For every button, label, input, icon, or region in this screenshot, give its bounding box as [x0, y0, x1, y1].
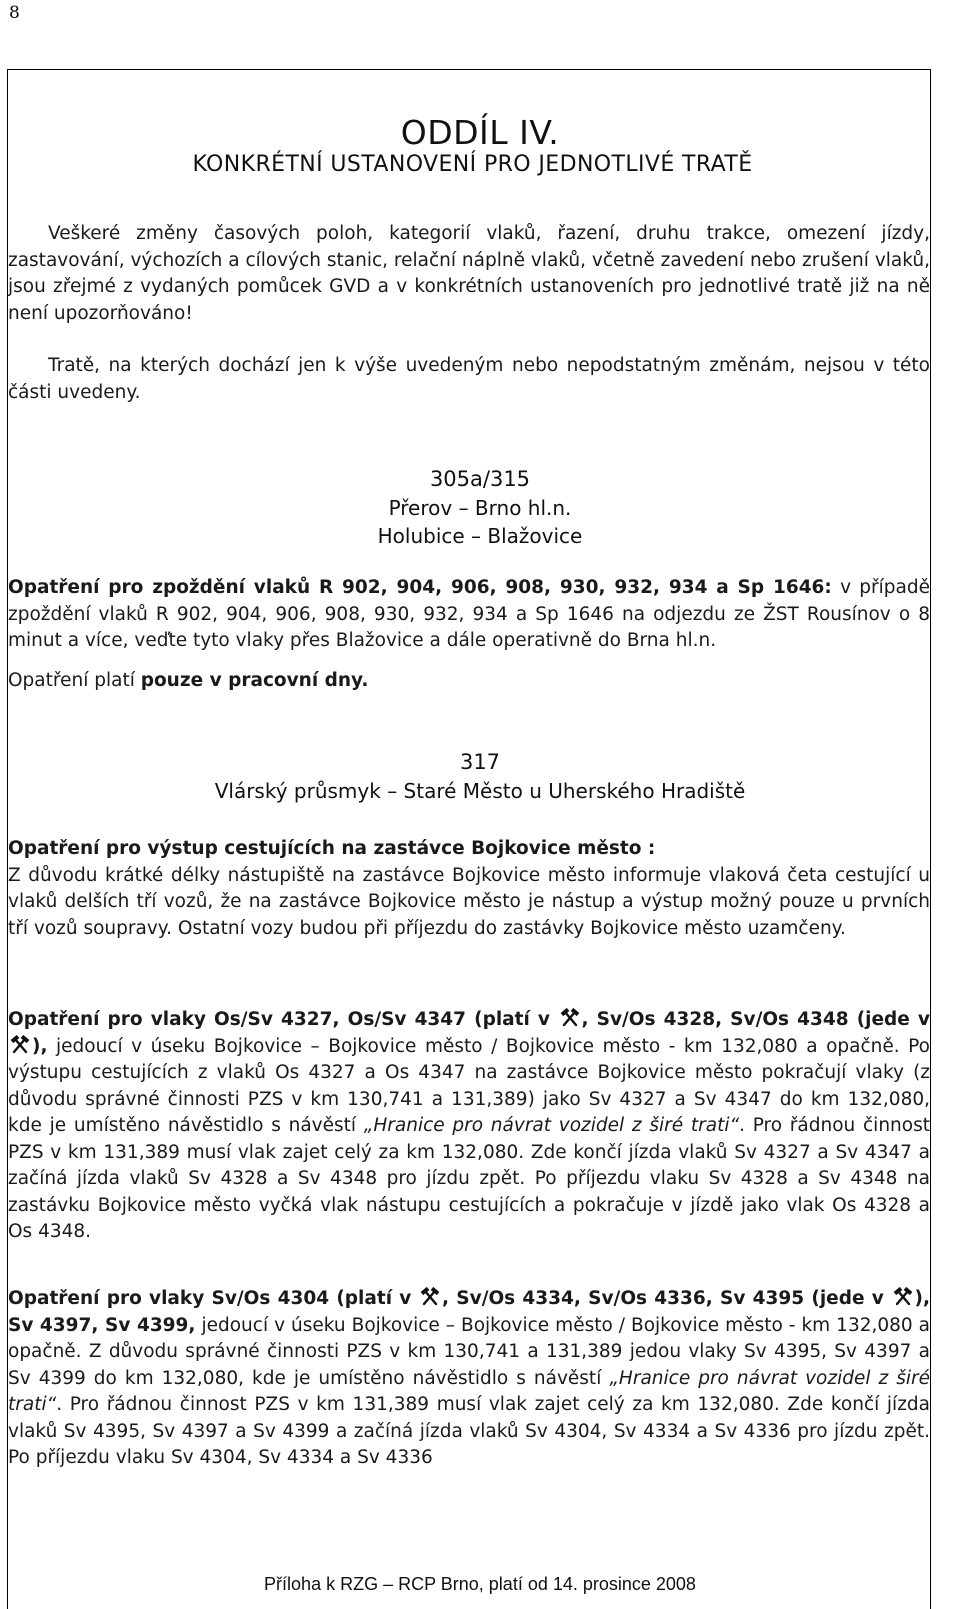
track-number-305: 305a/315: [429, 467, 531, 491]
track-route-305: Přerov – Brno hl.n.: [388, 496, 572, 520]
page-footer: Příloha k RZG – RCP Brno, platí od 14. prosince 2008: [264, 1574, 696, 1594]
intro-paragraph-2: Tratě, na kterých dochází jen k výše uvedeným nebo nepodstatným změnám, nejsou v této části uvedeny.: [8, 355, 930, 403]
train-measure-2-text-b: . Pro řádnou činnost PZS v km 131,389 musí vlak zajet celý za km 132,080. Zde končí jízda vlaků Sv 4395, Sv 4397 a Sv 4399 a začíná jízda vlaků Sv 4304, Sv 4334 a Sv 4336 pro jízdu zpět. Po příjezdu vlaku Sv 4304, Sv 4334 a Sv 4336: [8, 1394, 930, 1468]
train-measure-paragraph-1: [8, 1007, 930, 1246]
track-number-317: 317: [459, 750, 501, 774]
crossed-hammers-icon: [10, 1035, 30, 1055]
track-subroute-305: Holubice – Blažovice: [377, 524, 583, 548]
delay-measure-paragraph: [8, 575, 930, 655]
train-measure-2-text-a: jedoucí v úseku Bojkovice – Bojkovice město / Bojkovice město - km 132,080 a opačně. Z důvodu správné činnosti PZS v km 130,741 a 131,389 jedou vlaky Sv 4395, Sv 4397 a Sv 4399 do km 132,080, kde je umístěno návěstidlo s návěstí: [8, 1314, 931, 1389]
train-measure-1-heading-c: ),: [32, 1035, 48, 1057]
train-measure-1-heading-a: Opatření pro vlaky Os/Sv 4327, Os/Sv 4347 (platí v: [8, 1009, 550, 1030]
page-number: 8: [9, 3, 20, 23]
validity-text: Opatření platí: [8, 670, 141, 691]
validity-days: pouze v pracovní dny.: [140, 670, 369, 691]
track-route-317: Vlárský průsmyk – Staré Město u Uherského Hradiště: [214, 779, 746, 803]
train-measure-1-heading-b: , Sv/Os 4328, Sv/Os 4348 (jede v: [581, 1009, 930, 1030]
crossed-hammers-icon: [560, 1008, 580, 1028]
train-measure-1-text-b: . Pro řádnou činnost PZS v km 131,389 musí vlak zajet celý za km 132,080. Zde končí jízda vlaků Sv 4327 a Sv 4347 a začíná jízda vlaků Sv 4328 a Sv 4348 pro jízdu zpět. Po příjezdu vlaku Sv 4328 a Sv 4348 na zastávku Bojkovice město vyčká vlak nástupu cestujících a pokračuje v jízdě jako vlak Os 4328 a Os 4348.: [8, 1115, 930, 1242]
delay-measure-text: v případě zpoždění vlaků R 902, 904, 906, 908, 930, 932, 934 a Sp 1646 na odjezdu ze ŽST Rousínov o 8 minut a více, veďte tyto vlaky přes Blažovice a dále operativně do Brna hl.n.: [8, 577, 931, 651]
section-title: ODDÍL IV.: [400, 113, 560, 152]
train-measure-1-text-a: jedoucí v úseku Bojkovice – Bojkovice město / Bojkovice město - km 132,080 a opačně. Po výstupu cestujících z vlaků Os 4327 a Os 4347 na zastávce Bojkovice město pokračují vlaky (z důvodu správné činnosti PZS v km 130,741 a 131,389) jako Sv 4327 a Sv 4347 do km 132,080, kde je umístěno návěstidlo s návěstí: [8, 1035, 930, 1136]
crossed-hammers-icon: [420, 1287, 440, 1307]
delay-measure-heading: Opatření pro zpoždění vlaků R 902, 904, 906, 908, 930, 932, 934 a Sp 1646:: [8, 577, 832, 598]
section-subtitle: KONKRÉTNÍ USTANOVENÍ PRO JEDNOTLIVÉ TRATĚ: [192, 152, 753, 177]
validity-paragraph: [8, 668, 930, 695]
train-measure-2-heading-a: Opatření pro vlaky Sv/Os 4304 (platí v: [8, 1288, 412, 1309]
crossed-hammers-icon: [893, 1287, 913, 1307]
intro-paragraph-1: Veškeré změny časových poloh, kategorií vlaků, řazení, druhu trakce, omezení jízdy, zastavování, výchozích a cílových stanic, relační náplně vlaků, včetně zavedení nebo zrušení vlaků, jsou zřejmé z vydaných pomůcek GVD a v konkrétních ustanoveních pro jednotlivé tratě již na ně není upozorňováno!: [8, 223, 930, 324]
train-measure-2-signal: „Hranice pro návrat vozidel z širé trati“: [8, 1367, 930, 1415]
train-measure-paragraph-2: [8, 1286, 930, 1472]
exit-measure-text: Z důvodu krátké délky nástupiště na zastávce Bojkovice město informuje vlaková četa cestující u vlaků delších tří vozů, že na zastávce Bojkovice město je nástup a výstup možný pouze u prvních tří vozů soupravy. Ostatní vozy budou při příjezdu do zastávky Bojkovice město uzamčeny.: [8, 864, 930, 939]
train-measure-2-heading-c: ), Sv 4397, Sv 4399,: [8, 1288, 930, 1336]
train-measure-2-heading-b: , Sv/Os 4334, Sv/Os 4336, Sv 4395 (jede v: [442, 1288, 884, 1309]
train-measure-1-signal: „Hranice pro návrat vozidel z širé trati“: [363, 1115, 740, 1136]
exit-measure-paragraph: [8, 836, 930, 942]
exit-measure-heading: Opatření pro výstup cestujících na zastávce Bojkovice město :: [8, 838, 656, 859]
